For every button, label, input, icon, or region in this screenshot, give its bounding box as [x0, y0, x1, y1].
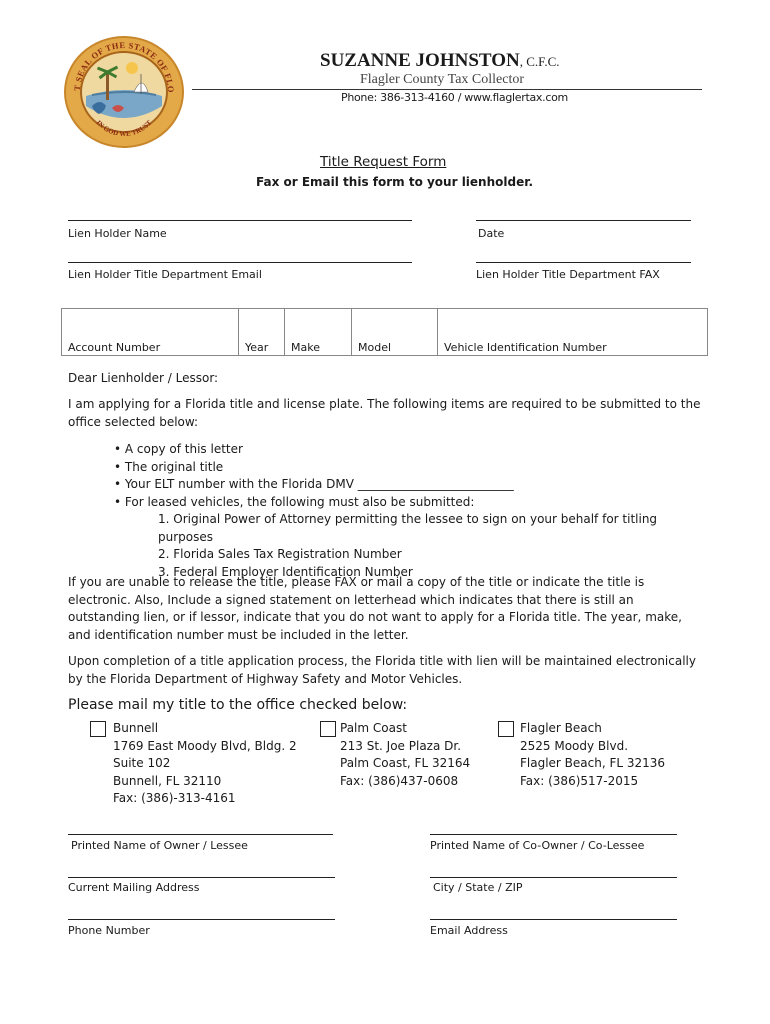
model-label: Model: [358, 341, 392, 354]
email-address-field[interactable]: [430, 919, 677, 920]
list-item: 1. Original Power of Attorney permitting the lessee to sign on your behalf for titling purposes: [158, 512, 658, 544]
office-name: Palm Coast: [340, 721, 407, 735]
list-item: • A copy of this letter: [114, 442, 243, 456]
office-selection-heading: Please mail my title to the office checked below:: [68, 697, 408, 713]
account-number-cell[interactable]: [62, 309, 239, 356]
office-name: Flagler County Tax Collector: [360, 72, 525, 87]
email-address-label: Email Address: [430, 924, 508, 937]
lien-holder-name-label: Lien Holder Name: [68, 227, 167, 240]
svg-text:GREAT SEAL OF THE STATE OF FLO: T SEAL OF THE STATE OF FLO: [71, 39, 177, 94]
release-instructions-paragraph: If you are unable to release the title, please FAX or mail a copy of the title or indicate the title is electronic. Also, Include a signed statement on letterhead which indicates that there is still an outstanding lien, or if lessor, indicate that you do not want to apply for a Florida title. The year, make, and identification number must be included in the letter.: [68, 575, 682, 642]
account-number-label: Account Number: [68, 341, 161, 354]
electronic-title-paragraph: Upon completion of a title application process, the Florida title with lien will be maintained electronically by the Florida Department of Highway Safety and Motor Vehicles.: [68, 654, 696, 686]
office-contact: Phone: 386-313-4160 / www.flaglertax.com: [341, 91, 568, 104]
office-address-line: Flagler Beach, FL 32136: [520, 756, 666, 770]
office-bunnell: [113, 720, 297, 808]
office-fax: Fax: (386)437-0608: [340, 773, 459, 788]
header-rule: [192, 89, 702, 90]
office-flagler-beach: [520, 720, 665, 790]
title-dept-fax-field[interactable]: [476, 262, 691, 263]
title-dept-email-field[interactable]: [68, 262, 412, 263]
leased-vehicle-sublist: [114, 511, 714, 581]
title-dept-fax-label: Lien Holder Title Department FAX: [476, 268, 660, 281]
year-cell[interactable]: [239, 309, 285, 356]
mailing-address-label: Current Mailing Address: [68, 881, 200, 894]
office-fax: Fax: (386)-313-4161: [113, 791, 236, 805]
form-subtitle: Fax or Email this form to your lienholder.: [256, 175, 533, 189]
bunnell-checkbox[interactable]: [90, 721, 106, 737]
phone-number-field[interactable]: [68, 919, 335, 920]
intro-paragraph: I am applying for a Florida title and license plate. The following items are required to be submitted to the office selected below:: [68, 397, 701, 429]
list-item: • Your ELT number with the Florida DMV __________________________: [114, 477, 514, 491]
model-cell[interactable]: [352, 309, 438, 356]
list-item: • The original title: [114, 459, 224, 474]
salutation: Dear Lienholder / Lessor:: [68, 371, 219, 385]
coowner-name-field[interactable]: [430, 834, 677, 835]
palm-coast-checkbox[interactable]: [320, 721, 336, 737]
tax-collector-name: SUZANNE JOHNSTON, C.F.C.: [320, 50, 560, 71]
flagler-beach-checkbox[interactable]: [498, 721, 514, 737]
state-seal: [62, 34, 186, 150]
mailing-address-field[interactable]: [68, 877, 335, 878]
office-address-line: Palm Coast, FL 32164: [340, 756, 471, 770]
office-fax: Fax: (386)517-2015: [520, 773, 639, 788]
date-label: Date: [478, 227, 505, 240]
make-cell[interactable]: [285, 309, 352, 356]
owner-name-field[interactable]: [68, 834, 333, 835]
required-items-list: [114, 441, 714, 581]
form-title: Title Request Form: [320, 154, 447, 170]
vin-cell[interactable]: [438, 309, 708, 356]
office-name: Flagler Beach: [520, 721, 602, 735]
office-name: Bunnell: [113, 721, 159, 735]
office-address-line: 1769 East Moody Blvd, Bldg. 2: [113, 738, 297, 753]
year-label: Year: [245, 341, 269, 354]
owner-name-label: Printed Name of Owner / Lessee: [71, 839, 248, 852]
office-palm-coast: [340, 720, 470, 790]
city-state-zip-label: City / State / ZIP: [433, 881, 523, 894]
city-state-zip-field[interactable]: [430, 877, 677, 878]
list-item: 3. Federal Employer Identification Number: [158, 564, 413, 579]
office-address-line: 2525 Moody Blvd.: [520, 738, 629, 753]
make-label: Make: [291, 341, 320, 354]
office-address-line: Bunnell, FL 32110: [113, 773, 222, 788]
vehicle-info-table: [61, 308, 708, 356]
office-address-line: 213 St. Joe Plaza Dr.: [340, 738, 462, 753]
list-item: 2. Florida Sales Tax Registration Number: [158, 547, 402, 561]
lien-holder-name-field[interactable]: [68, 220, 412, 221]
svg-text:IN GOD WE TRUST: IN GOD WE TRUST: [94, 118, 154, 139]
list-item: • For leased vehicles, the following must also be submitted:: [114, 494, 475, 509]
title-dept-email-label: Lien Holder Title Department Email: [68, 268, 262, 281]
phone-number-label: Phone Number: [68, 924, 150, 937]
vin-label: Vehicle Identification Number: [444, 341, 607, 354]
date-field[interactable]: [476, 220, 691, 221]
office-address-line: Suite 102: [113, 756, 171, 770]
coowner-name-label: Printed Name of Co-Owner / Co-Lessee: [430, 839, 645, 852]
